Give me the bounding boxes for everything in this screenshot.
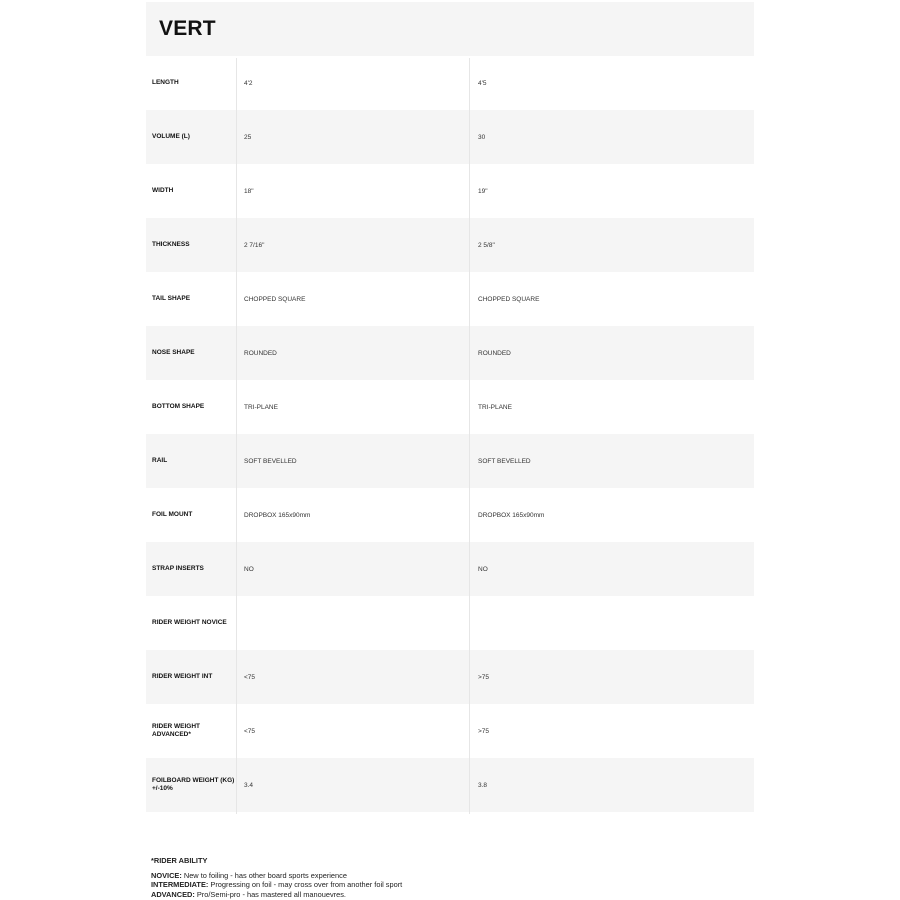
- spec-value-size-2: NO: [478, 565, 488, 573]
- spec-label: FOILBOARD WEIGHT (KG) +/-10%: [152, 777, 235, 792]
- spec-label: FOIL MOUNT: [152, 511, 193, 518]
- spec-label: RIDER WEIGHT INT: [152, 673, 213, 680]
- spec-value-size-2: 3.8: [478, 781, 488, 789]
- spec-value-size-2: 2 5/8": [478, 241, 495, 249]
- spec-row: [146, 272, 754, 326]
- spec-row: [146, 56, 754, 110]
- legend-description: New to foiling - has other board sports experience: [183, 870, 347, 880]
- spec-value-size-1: ROUNDED: [244, 349, 277, 357]
- spec-label: THICKNESS: [152, 241, 190, 248]
- spec-value-size-2: TRI-PLANE: [478, 403, 512, 411]
- spec-value-size-2: SOFT BEVELLED: [478, 457, 531, 465]
- spec-rows: [146, 56, 754, 812]
- spec-value-size-1: <75: [244, 727, 256, 735]
- spec-value-size-2: CHOPPED SQUARE: [478, 295, 540, 303]
- spec-label: TAIL SHAPE: [152, 295, 191, 302]
- title-bar: [146, 2, 754, 56]
- spec-row: [146, 650, 754, 704]
- spec-value-size-1: DROPBOX 165x90mm: [244, 511, 311, 519]
- spec-label: RIDER WEIGHT NOVICE: [152, 619, 227, 626]
- spec-value-size-2: ROUNDED: [478, 349, 511, 357]
- spec-label: VOLUME (L): [152, 133, 190, 140]
- legend-term: NOVICE:: [151, 870, 182, 880]
- spec-value-size-1: 2 7/16": [244, 241, 265, 249]
- spec-label: RIDER WEIGHT ADVANCED*: [152, 723, 201, 738]
- spec-row: [146, 110, 754, 164]
- spec-value-size-1: CHOPPED SQUARE: [244, 295, 306, 303]
- spec-value-size-1: 3.4: [244, 781, 254, 789]
- spec-row: [146, 218, 754, 272]
- spec-value-size-1: TRI-PLANE: [244, 403, 278, 411]
- spec-label: RAIL: [152, 457, 168, 464]
- spec-value-size-1: <75: [244, 673, 256, 681]
- legend-term: INTERMEDIATE:: [151, 880, 209, 890]
- legend-description: Pro/Semi-pro - has mastered all manouevres.: [196, 889, 346, 899]
- legend-line: [151, 890, 402, 900]
- spec-row: [146, 542, 754, 596]
- spec-row: [146, 326, 754, 380]
- spec-row: [146, 380, 754, 434]
- spec-row: [146, 488, 754, 542]
- spec-value-size-1: 4'2: [244, 79, 253, 87]
- product-title: VERT: [159, 17, 216, 40]
- spec-label: NOSE SHAPE: [152, 349, 195, 356]
- spec-value-size-2: 19": [478, 187, 488, 195]
- spec-value-size-1: 18": [244, 187, 254, 195]
- legend-title: *RIDER ABILITY: [151, 856, 208, 865]
- column-divider-1: [236, 58, 237, 814]
- spec-row: [146, 704, 754, 758]
- spec-row: [146, 434, 754, 488]
- legend-line: [151, 880, 402, 890]
- spec-value-size-2: >75: [478, 727, 490, 735]
- spec-label: STRAP INSERTS: [152, 565, 204, 572]
- spec-label: LENGTH: [152, 79, 179, 86]
- spec-label: WIDTH: [152, 187, 174, 194]
- spec-value-size-1: SOFT BEVELLED: [244, 457, 297, 465]
- legend-term: ADVANCED:: [151, 889, 195, 899]
- legend-line: [151, 871, 402, 881]
- spec-value-size-2: >75: [478, 673, 490, 681]
- column-divider-2: [469, 58, 470, 814]
- spec-row: [146, 164, 754, 218]
- legend-items: [151, 871, 402, 900]
- spec-label: BOTTOM SHAPE: [152, 403, 205, 410]
- spec-table: [146, 2, 754, 812]
- spec-value-size-2: 4'5: [478, 79, 487, 87]
- rider-ability-legend: [151, 856, 402, 899]
- spec-row: [146, 596, 754, 650]
- spec-value-size-2: 30: [478, 133, 486, 141]
- spec-value-size-1: 25: [244, 133, 252, 141]
- legend-description: Progressing on foil - may cross over from another foil sport: [210, 880, 403, 890]
- spec-row: [146, 758, 754, 812]
- spec-value-size-2: DROPBOX 165x90mm: [478, 511, 545, 519]
- spec-value-size-1: NO: [244, 565, 254, 573]
